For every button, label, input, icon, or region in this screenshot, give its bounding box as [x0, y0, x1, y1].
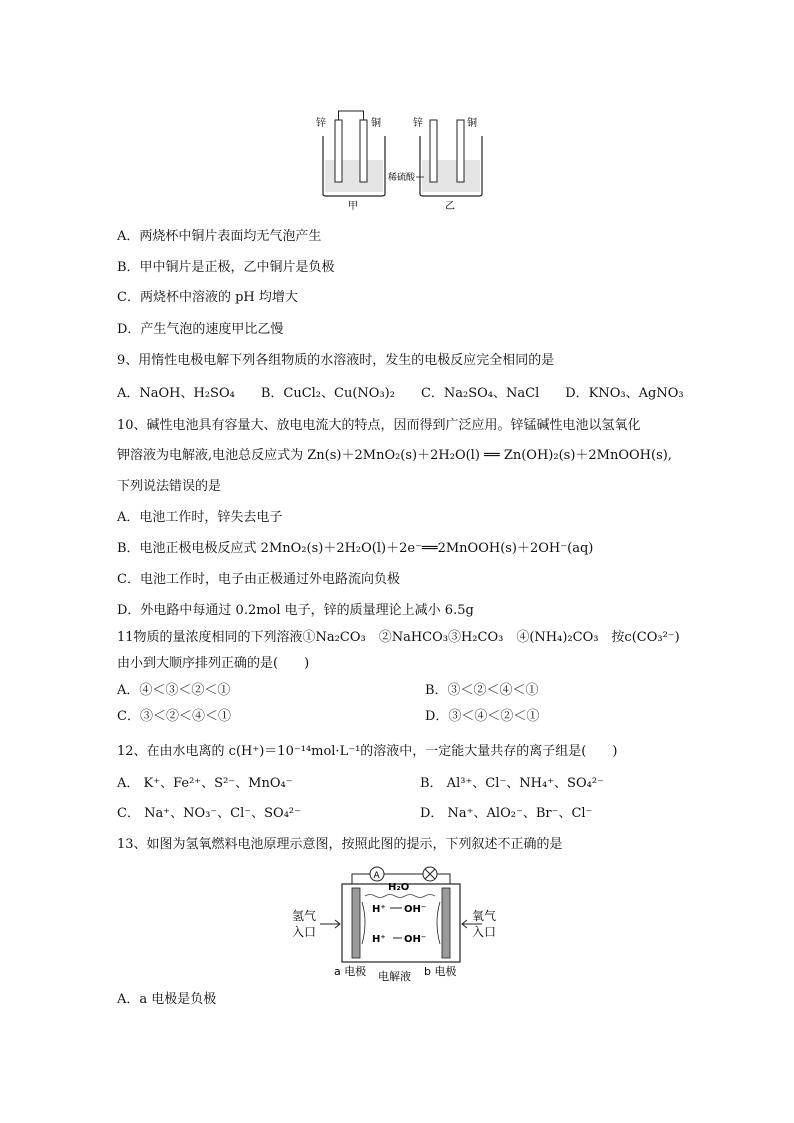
a-electrode-label: a 电极 [334, 965, 367, 978]
label-yi: 乙 [445, 201, 455, 212]
q8-option-c: C．两烧杯中溶液的 pH 均增大 [117, 290, 298, 305]
q11-stem-line2: 由小到大顺序排列正确的是( ) [117, 656, 310, 671]
h2-inlet-label1: 氢气 [292, 909, 317, 923]
q9-options: A．NaOH、H₂SO₄ B．CuCl₂、Cu(NO₃)₂ C．Na₂SO₄、NaCl D．KNO₃、AgNO₃ [117, 386, 684, 401]
beaker-figure [300, 108, 520, 212]
q8-option-d: D．产生气泡的速度甲比乙慢 [117, 322, 284, 337]
q10-option-d: D．外电路中每通过 0.2mol 电子，锌的质量理论上减小 6.5g [117, 603, 474, 618]
label-jia: 甲 [348, 201, 358, 212]
ion-oh-top: OH⁻ [404, 904, 427, 915]
q10-stem-line1: 10、碱性电池具有容量大、放电电流大的特点，因而得到广泛应用。锌锰碱性电池以氢氧化 [117, 418, 641, 433]
fuel-cell-figure [290, 862, 510, 984]
q8-option-a: A．两烧杯中铜片表面均无气泡产生 [117, 229, 322, 244]
q11-option-a: A．④＜③＜②＜① [117, 683, 231, 698]
q11-stem-line1: 11物质的量浓度相同的下列溶液①Na₂CO₃ ②NaHCO₃③H₂CO₃ ④(NH₄)₂CO₃ 按c(CO₃²⁻) [117, 630, 680, 645]
label-cu-yi: 铜 [467, 118, 477, 129]
q10-stem-line2: 钾溶液为电解液,电池总反应式为 Zn(s)＋2MnO₂(s)＋2H₂O(l) ══ Zn(OH)₂(s)＋2MnOOH(s), [117, 448, 672, 463]
q11-option-d: D．③＜④＜②＜① [425, 709, 540, 724]
q8-option-b: B．甲中铜片是正极，乙中铜片是负极 [117, 260, 335, 275]
electrode-a [352, 888, 360, 958]
water-label: H₂O [388, 882, 410, 893]
q10-option-a: A．电池工作时，锌失去电子 [117, 510, 283, 525]
electrolyte-label: 电解液 [378, 970, 411, 983]
label-zn-jia: 锌 [316, 118, 326, 129]
q9-stem: 9、用惰性电极电解下列各组物质的水溶液时，发生的电极反应完全相同的是 [117, 353, 555, 368]
ion-h-top: H⁺ [372, 904, 386, 915]
ion-oh-bottom: OH⁻ [404, 934, 427, 945]
beaker-jia-solution [325, 160, 383, 192]
electrode-b [442, 888, 450, 958]
q11-option-c: C．③＜②＜④＜① [117, 709, 231, 724]
wire-jia [339, 111, 364, 120]
q13-option-a: A．a 电极是负极 [117, 992, 217, 1007]
zn-electrode-jia [335, 120, 342, 182]
q12-option-c: C． Na⁺、NO₃⁻、Cl⁻、SO₄²⁻ [117, 806, 301, 821]
h2-inlet-label2: 入口 [292, 925, 317, 939]
label-zn-yi: 锌 [413, 118, 423, 129]
label-cu-jia: 铜 [371, 118, 381, 129]
q10-stem-line3: 下列说法错误的是 [117, 479, 222, 494]
o2-inlet-label1: 氧气 [472, 909, 497, 923]
cu-electrode-jia [360, 120, 367, 182]
b-electrode-label: b 电极 [424, 965, 457, 978]
o2-inlet-label2: 入口 [472, 925, 497, 939]
cu-electrode-yi [457, 120, 464, 182]
q11-option-b: B．③＜②＜④＜① [425, 683, 539, 698]
ion-h-bottom: H⁺ [372, 934, 386, 945]
ammeter-label: A [373, 871, 380, 881]
q12-option-d: D． Na⁺、AlO₂⁻、Br⁻、Cl⁻ [420, 806, 593, 821]
label-dilute-acid: 稀硫酸 [388, 173, 416, 183]
q13-stem: 13、如图为氢氧燃料电池原理示意图，按照此图的提示，下列叙述不正确的是 [117, 837, 563, 852]
q10-option-c: C．电池工作时，电子由正极通过外电路流向负极 [117, 572, 400, 587]
q12-option-a: A． K⁺、Fe²⁺、S²⁻、MnO₄⁻ [117, 776, 293, 791]
q12-stem: 12、在由水电离的 c(H⁺)＝10⁻¹⁴mol·L⁻¹的溶液中，一定能大量共存的离子组是( ) [117, 744, 618, 759]
q10-option-b: B．电池正极电极反应式 2MnO₂(s)＋2H₂O(l)＋2e⁻══2MnOOH(s)＋2OH⁻(aq) [117, 541, 594, 556]
q12-option-b: B． Al³⁺、Cl⁻、NH₄⁺、SO₄²⁻ [420, 776, 604, 791]
zn-electrode-yi [430, 120, 437, 182]
